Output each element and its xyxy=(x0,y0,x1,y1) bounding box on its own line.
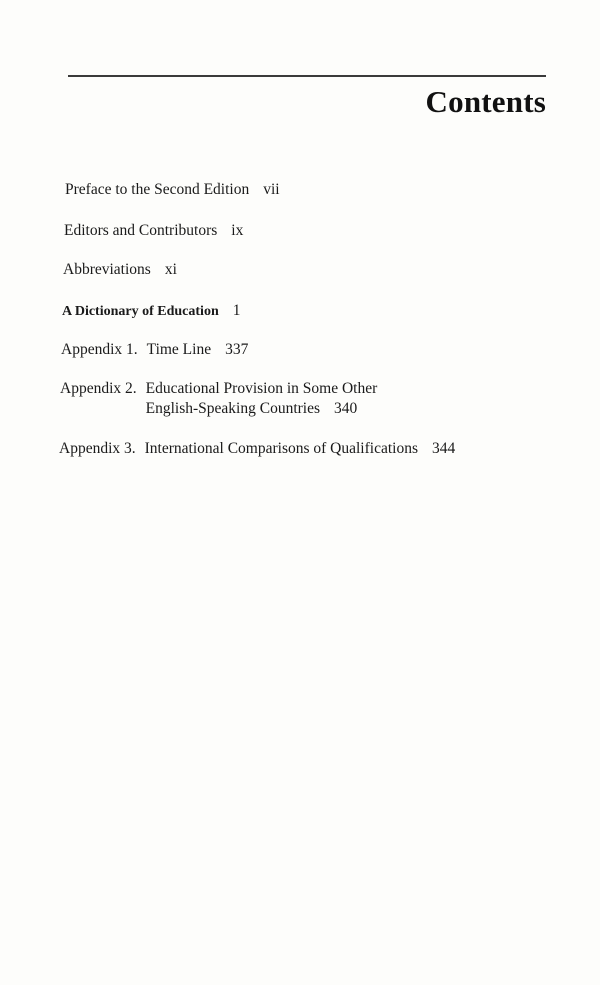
toc-entry-page: 344 xyxy=(431,440,456,457)
toc-entry-appendix-1[interactable] xyxy=(61,340,248,360)
toc-entry-title: Preface to the Second Edition xyxy=(65,181,250,198)
toc-entry-appendix-3[interactable] xyxy=(59,439,455,459)
toc-entry-title: Abbreviations xyxy=(63,261,151,278)
toc-entry-page: ix xyxy=(231,222,244,239)
appendix-title-line-1: Educational Provision in Some Other xyxy=(145,380,378,397)
toc-entry-editors[interactable] xyxy=(64,221,243,241)
toc-entry-page: 1 xyxy=(232,302,241,319)
toc-entry-page: 337 xyxy=(225,341,249,358)
toc-entry-page: xi xyxy=(164,261,177,278)
toc-entry-title: Editors and Contributors xyxy=(64,222,218,239)
appendix-label: Appendix 3. xyxy=(59,440,136,457)
toc-entry-preface[interactable] xyxy=(65,180,280,200)
appendix-title: Time Line xyxy=(146,341,212,358)
appendix-label: Appendix 2. xyxy=(60,380,137,397)
toc-entry-title: A Dictionary of Education xyxy=(62,304,219,319)
toc-entry-page: 340 xyxy=(334,400,358,417)
toc-entry-page: vii xyxy=(263,181,280,198)
page-title: Contents xyxy=(425,84,546,119)
toc-entry-appendix-2[interactable] xyxy=(60,379,377,419)
toc-entry-dictionary[interactable] xyxy=(62,301,240,322)
appendix-label: Appendix 1. xyxy=(61,341,138,358)
appendix-title: International Comparisons of Qualifications xyxy=(144,440,418,457)
appendix-title-line-2: English-Speaking Countries xyxy=(145,400,321,417)
toc-entry-abbreviations[interactable] xyxy=(63,260,177,280)
